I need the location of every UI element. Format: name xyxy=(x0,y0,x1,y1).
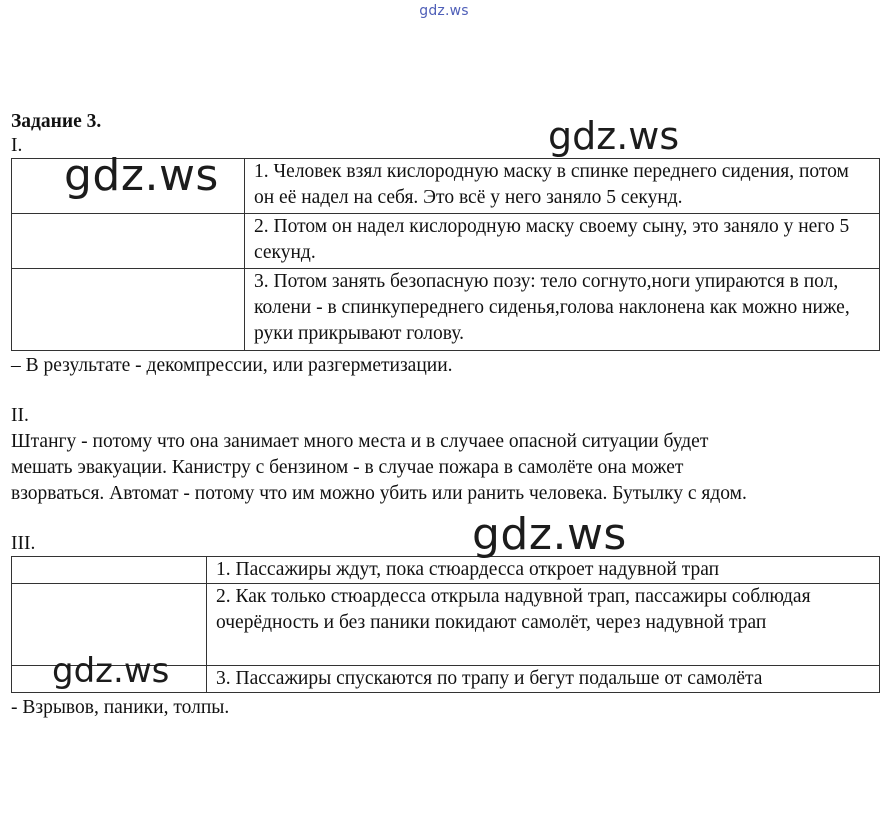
table-row xyxy=(12,269,880,351)
table-row xyxy=(12,214,880,269)
watermark-logo: gdz.ws xyxy=(548,114,680,158)
section-2-line-1: Штангу - потому что она занимает много места и в случаее опасной ситуации будет xyxy=(11,431,709,452)
table-cell-step: 2. Потом он надел кислородную маску своему сыну, это заняло у него 5 секунд. xyxy=(245,214,880,269)
task-title: Задание 3. xyxy=(11,111,102,132)
table-cell-empty xyxy=(12,214,245,269)
section-1-label: I. xyxy=(11,135,23,156)
watermark-logo: gdz.ws xyxy=(472,509,627,560)
section-2-label: II. xyxy=(11,405,29,426)
section-2-line-2: мешать эвакуации. Канистру с бензином - в случае пожара в самолёте она может xyxy=(11,457,684,478)
watermark-top: gdz.ws xyxy=(419,3,469,19)
table-cell-empty xyxy=(12,557,207,584)
section-3-conclusion: - Взрывов, паники, толпы. xyxy=(11,697,230,718)
watermark-logo: gdz.ws xyxy=(64,150,219,201)
table-cell-step: 1. Пассажиры ждут, пока стюардесса откроет надувной трап xyxy=(207,557,880,584)
section-1-conclusion: – В результате - декомпрессии, или разгерметизации. xyxy=(11,355,453,376)
section-3-label: III. xyxy=(11,533,36,554)
table-cell-step: 2. Как только стюардесса открыла надувной трап, пассажиры соблюдая очерёдность и без паники покидают самолёт, через надувной трап xyxy=(207,584,880,666)
table-cell-empty xyxy=(12,269,245,351)
table-cell-step: 3. Потом занять безопасную позу: тело согнуто,ноги упираются в пол, колени - в спинкупереднего сиденья,голова наклонена как можно ниже, руки прикрывают голову. xyxy=(245,269,880,351)
table-cell-step: 3. Пассажиры спускаются по трапу и бегут подальше от самолёта xyxy=(207,666,880,693)
table-cell-step: 1. Человек взял кислородную маску в спинке переднего сидения, потом он её надел на себя. Это всё у него заняло 5 секунд. xyxy=(245,159,880,214)
section-2-line-3: взорваться. Автомат - потому что им можно убить или ранить человека. Бутылку с ядом. xyxy=(11,483,747,504)
table-row xyxy=(12,557,880,584)
watermark-logo: gdz.ws xyxy=(52,651,170,691)
